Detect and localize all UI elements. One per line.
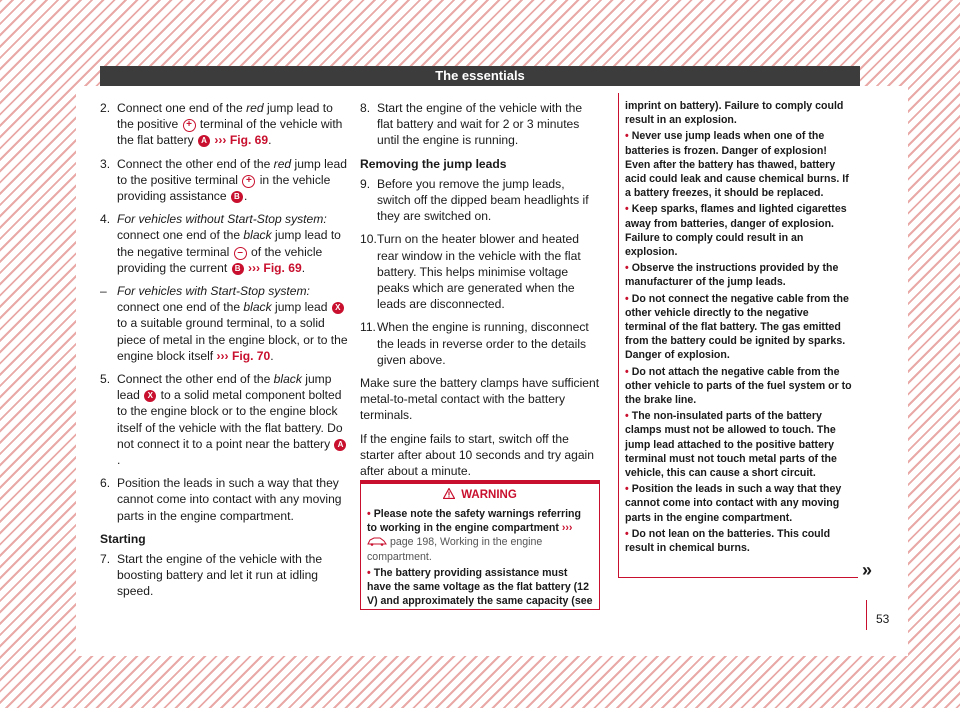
section-header: The essentials (100, 66, 860, 86)
callout-b-badge: B (231, 191, 243, 203)
warning-bullet: • Do not lean on the batteries. This could result in chemical burns. (625, 527, 831, 555)
plus-terminal-icon: + (242, 175, 255, 188)
page-link[interactable]: ››› (561, 522, 573, 535)
step-4: 4. For vehicles without Start-Stop system: connect one end of the black jump lead to the negative terminal – of the vehicle providing the current B ››› Fig. 69. (100, 212, 341, 275)
warning-bullet: • Please note the safety warnings referring to working in the engine compartment ››› page 198, Working in the engine compartment. (367, 508, 581, 563)
warning-triangle-icon (443, 488, 455, 499)
warning-bullet: • Never use jump leads when one of the batteries is frozen. Danger of explosion! Even after the battery has thawed, battery acid could leak and cause chemical burns. If a battery freezes, it should be replaced. (625, 130, 849, 200)
car-engine-icon (367, 536, 387, 546)
warning-bullet: • Do not connect the negative cable from the other vehicle directly to the negative terminal of the flat battery. The gas emitted from the battery could be ignited by sparks. Danger of explosion. (625, 292, 849, 362)
figure-link[interactable]: ››› Fig. 70 (216, 348, 271, 363)
warning-bullet: • The non-insulated parts of the battery clamps must not be allowed to touch. The jump lead attached to the positive battery terminal must not touch metal parts of the vehicle, this can cause a short circuit. (625, 410, 837, 480)
step-9: 9. Before you remove the jump leads, switch off the dipped beam headlights if they are switched on. (360, 176, 589, 224)
minus-terminal-icon: – (234, 247, 247, 260)
subheading-removing: Removing the jump leads (360, 156, 507, 171)
warning-continued (618, 93, 858, 578)
warning-bullet: • Observe the instructions provided by the manufacturer of the jump leads. (625, 262, 839, 289)
page-number: 53 (876, 612, 890, 626)
step-4-alt: – For vehicles with Start-Stop system: connect one end of the black jump lead X to a suitable ground terminal, to a solid piece of metal in the engine block, or to the engine block itself ››› Fig. 70. (100, 284, 348, 363)
paragraph-retry: If the engine fails to start, switch off the starter after about 10 seconds and try again after about a minute. (360, 431, 594, 479)
warning-bullet: • The battery providing assistance must have the same voltage as the flat battery (12 V) and approximately the same capacity (see (367, 566, 593, 608)
subheading-starting: Starting (100, 531, 146, 546)
paragraph-clamps: Make sure the battery clamps have sufficient metal-to-metal contact with the battery terminals. (360, 376, 600, 423)
callout-x-badge: X (332, 302, 344, 314)
warning-header-bar (361, 480, 599, 484)
callout-a-badge: A (334, 439, 346, 451)
column-1 (100, 100, 350, 607)
warning-bullet: • Keep sparks, flames and lighted cigarettes away from batteries, danger of explosion. Failure to comply could result in an explosion. (625, 203, 847, 259)
step-3: 3. Connect the other end of the red jump lead to the positive terminal + in the vehicle providing assistance B . (100, 156, 347, 204)
continued-marker: » (862, 560, 873, 580)
step-11: 11. When the engine is running, disconnect the leads in reverse order to the details given above. (360, 320, 589, 367)
callout-b-badge: B (232, 263, 244, 275)
warning-title: WARNING (361, 488, 599, 501)
warning-text: imprint on battery). Failure to comply could result in an explosion. (625, 100, 844, 127)
warning-bullet: • Position the leads in such a way that they cannot come into contact with any moving parts in the engine compartment. (625, 483, 842, 524)
step-5: 5. Connect the other end of the black jump lead X to a solid metal component bolted to the engine block or to the engine block itself of the vehicle with the flat battery. Do not connect it to a point near the battery A. (100, 371, 350, 468)
warning-continued-body (619, 93, 858, 555)
step-6: 6. Position the leads in such a way that they cannot come into contact with any moving parts in the engine compartment. (100, 476, 342, 523)
plus-terminal-icon: + (183, 119, 196, 132)
page-number-rule (866, 600, 867, 630)
warning-box (360, 480, 600, 610)
warning-body (361, 507, 599, 608)
callout-a-badge: A (198, 135, 210, 147)
warning-bullet: • Do not attach the negative cable from the other vehicle to parts of the fuel system or to the brake line. (625, 365, 852, 407)
figure-link[interactable]: ››› Fig. 69 (247, 260, 302, 275)
step-8: 8. Start the engine of the vehicle with the flat battery and wait for 2 or 3 minutes until the engine is running. (360, 101, 583, 148)
step-2: 2. Connect one end of the red jump lead to the positive + terminal of the vehicle with the flat battery A ››› Fig. 69. (100, 101, 343, 148)
figure-link[interactable]: ››› Fig. 69 (214, 133, 269, 148)
callout-x-badge: X (144, 390, 156, 402)
step-7: 7. Start the engine of the vehicle with the boosting battery and let it run at idling speed. (100, 552, 323, 599)
column-2 (360, 100, 600, 486)
step-10: 10. Turn on the heater blower and heated rear window in the vehicle with the flat battery. This helps minimise voltage peaks which are generated when the leads are disconnected. (360, 232, 581, 312)
